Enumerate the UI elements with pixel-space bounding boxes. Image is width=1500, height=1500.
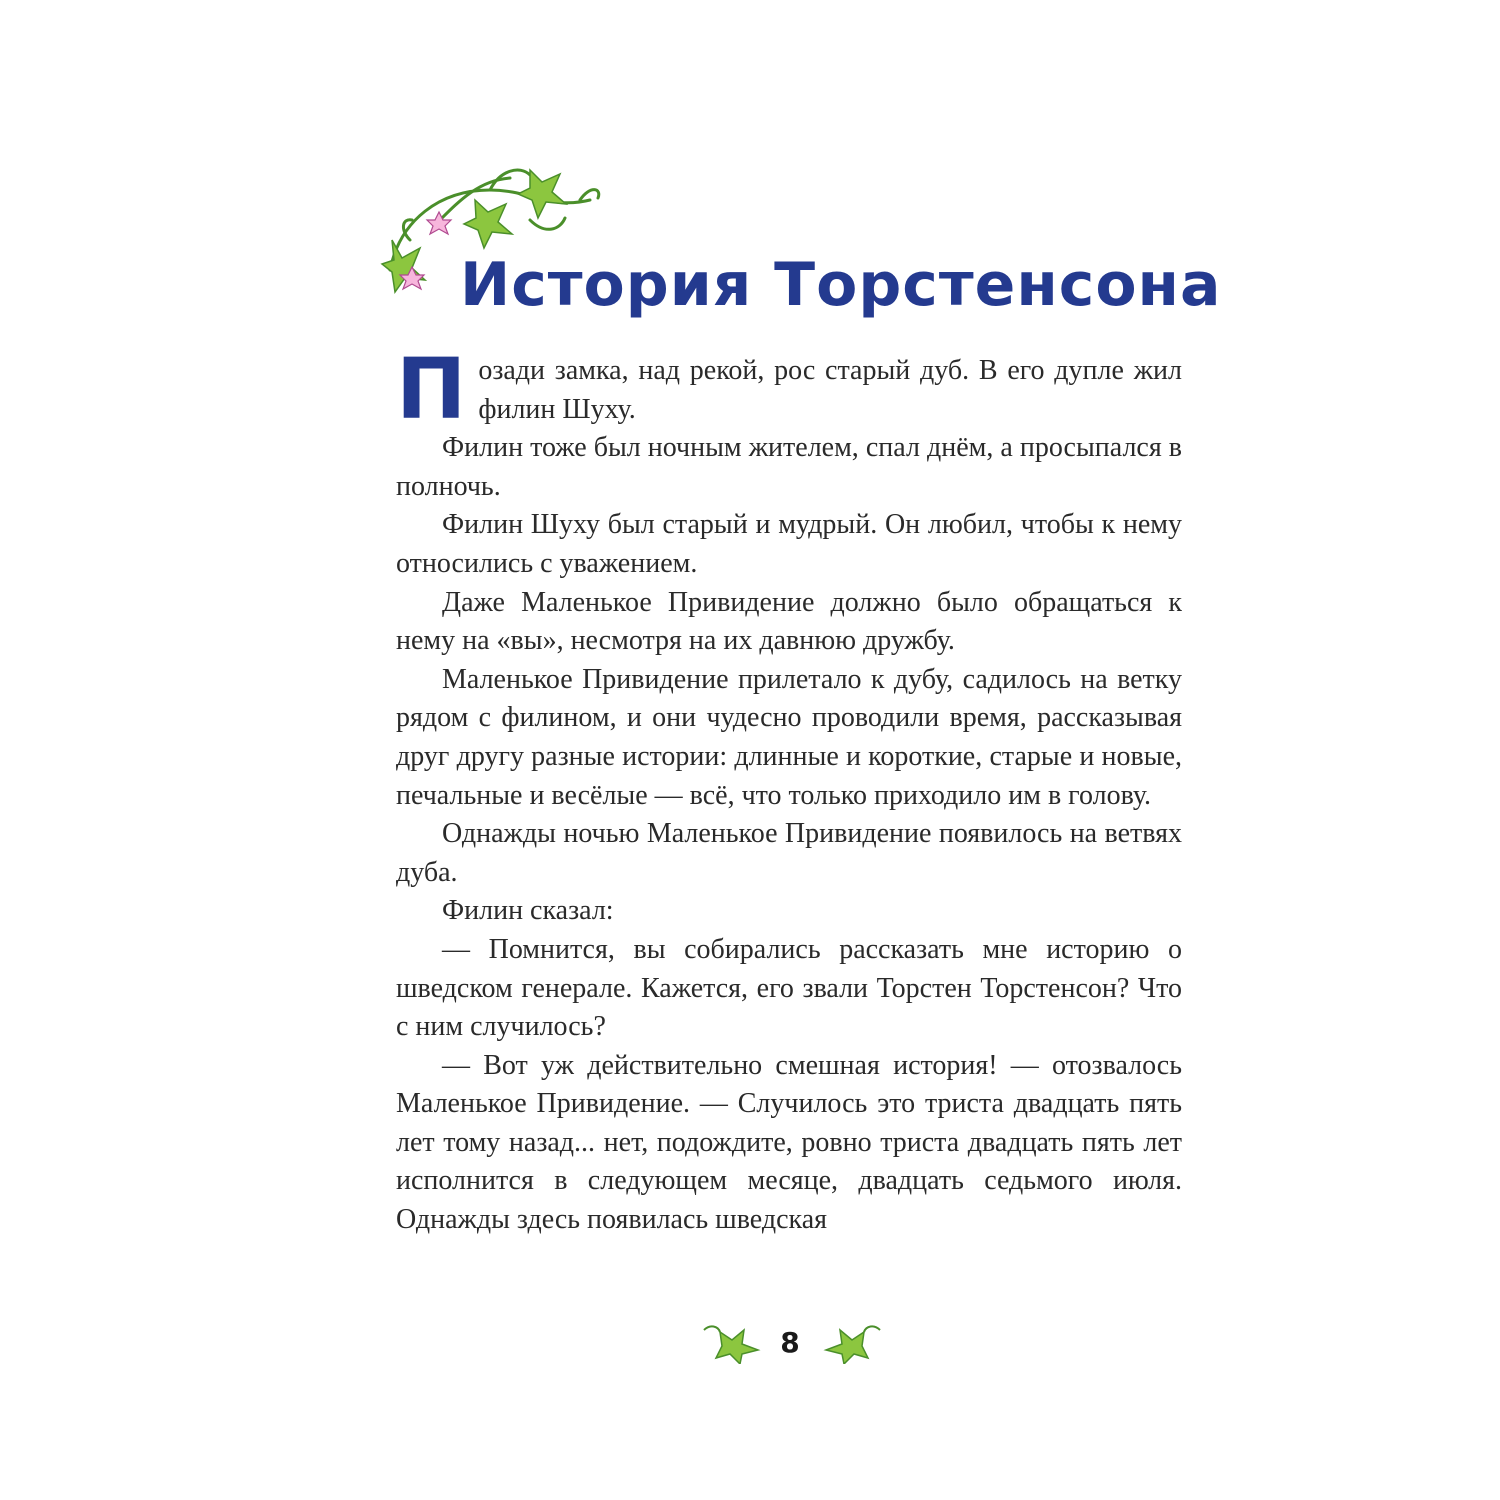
chapter-title: История Торстенсона — [460, 250, 1222, 320]
body-text — [396, 340, 1182, 1240]
leaf-icon — [820, 1320, 884, 1364]
drop-cap: П — [396, 340, 467, 438]
paragraph: Филин тоже был ночным жителем, спал днём, а просыпался в полночь. — [396, 432, 1182, 502]
paragraph: — Помнится, вы собирались рассказать мне историю о шведском генерале. Кажется, его звали Торстен Торстенсон? Что с ним случилось? — [396, 933, 1182, 1043]
paragraph: Однажды ночью Маленькое Привидение появилось на ветвях дуба. — [396, 818, 1182, 888]
page-footer — [0, 1320, 1500, 1380]
page-number: 8 — [780, 1326, 800, 1359]
paragraph: Филин сказал: — [442, 895, 614, 927]
paragraph: Маленькое Привидение прилетало к дубу, садилось на ветку рядом с филином, и они чудесно проводили время, рассказывая друг другу разные истории: длинные и короткие, старые и новые, печальные и весёлые — всё, что только приходило им в голову. — [396, 663, 1182, 811]
paragraph-text: озади замка, над рекой, рос старый дуб. В его дупле жил филин Шуху. — [478, 355, 1182, 425]
paragraph — [396, 340, 1182, 438]
paragraph: Даже Маленькое Привидение должно было обращаться к нему на «вы», несмотря на их давнюю дружбу. — [396, 586, 1182, 657]
paragraph: — Вот уж действительно смешная история! — отозвалось Маленькое Привидение. — Случилось это триста двадцать пять лет тому назад... нет, подождите, ровно триста двадцать пять лет исполнится в следующем месяце, двадцать седьмого июля. Однажды здесь появилась шведская — [396, 1049, 1182, 1236]
paragraph: Филин Шуху был старый и мудрый. Он любил, чтобы к нему относились с уважением. — [396, 509, 1182, 579]
leaf-icon — [700, 1320, 764, 1364]
